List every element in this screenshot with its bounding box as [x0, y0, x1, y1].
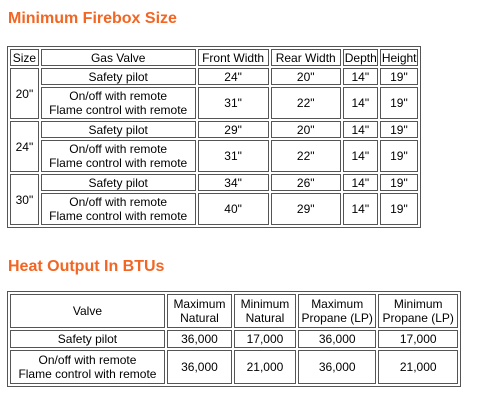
column-header-max-propane [298, 294, 376, 328]
rear-width-cell: 26" [271, 174, 341, 191]
header-line: Propane (LP) [301, 311, 373, 325]
column-header-front-width: Front Width [198, 49, 269, 66]
depth-cell: 14" [343, 87, 378, 119]
valve-line: Flame control with remote [49, 103, 188, 117]
valve-cell [10, 350, 165, 384]
gas-valve-cell: Safety pilot [41, 174, 196, 191]
height-cell: 19" [380, 140, 418, 172]
column-header-height: Height [381, 50, 417, 65]
column-header-gas-valve: Gas Valve [41, 49, 196, 66]
rear-width-cell: 29" [271, 193, 341, 225]
height-cell: 19" [380, 193, 418, 225]
height-cell: 19" [380, 87, 418, 119]
front-width-cell: 31" [198, 140, 269, 172]
valve-line: On/off with remote [38, 353, 137, 367]
valve-line: On/off with remote [69, 195, 168, 209]
valve-line: On/off with remote [69, 89, 168, 103]
front-width-cell: 24" [198, 68, 269, 85]
front-width-cell: 34" [198, 174, 269, 191]
rear-width-cell: 22" [271, 87, 341, 119]
column-header-min-natural [234, 294, 296, 328]
header-line: Propane (LP) [382, 311, 454, 325]
firebox-size-table [7, 46, 421, 228]
table-row [10, 87, 418, 119]
column-header-valve [10, 294, 165, 328]
header-line: Maximum [311, 297, 364, 311]
column-header-max-natural [167, 294, 232, 328]
rear-width-cell: 22" [271, 140, 341, 172]
valve-cell: Safety pilot [10, 330, 165, 348]
table-row [10, 350, 458, 384]
column-header-rear-width: Rear Width [271, 49, 341, 66]
btu-heading: Heat Output In BTUs [8, 258, 165, 275]
gas-valve-cell: Safety pilot [41, 121, 196, 138]
depth-cell: 14" [343, 121, 378, 138]
table-row [10, 140, 418, 172]
column-header-min-propane [378, 294, 458, 328]
rear-width-cell: 20" [271, 68, 341, 85]
height-cell: 19" [380, 68, 418, 85]
valve-line: Flame control with remote [18, 367, 157, 381]
max-natural-cell: 36,000 [167, 350, 232, 384]
column-header-size: Size [10, 49, 39, 66]
table-row [10, 121, 418, 138]
header-line: Natural [180, 311, 219, 325]
front-width-cell: 31" [198, 87, 269, 119]
table-row [10, 330, 458, 348]
gas-valve-cell [41, 87, 196, 119]
header-line: Valve [72, 304, 103, 318]
depth-cell: 14" [343, 174, 378, 191]
header-line: Maximum [173, 297, 226, 311]
table-header-row [10, 49, 418, 66]
depth-cell: 14" [343, 140, 378, 172]
max-natural-cell: 36,000 [167, 330, 232, 348]
min-propane-cell: 21,000 [378, 350, 458, 384]
size-cell: 20" [10, 68, 39, 119]
header-line: Natural [245, 311, 285, 325]
min-natural-cell: 17,000 [234, 330, 296, 348]
table-header-row [10, 294, 458, 328]
gas-valve-cell: Safety pilot [41, 68, 196, 85]
min-natural-cell: 21,000 [234, 350, 296, 384]
table-row [10, 68, 418, 85]
valve-line: On/off with remote [69, 142, 168, 156]
size-cell: 24" [10, 121, 39, 172]
column-header-depth: Depth [344, 50, 377, 65]
height-cell: 19" [380, 121, 418, 138]
table-row [10, 174, 418, 191]
valve-line: Flame control with remote [49, 156, 188, 170]
max-propane-cell: 36,000 [298, 330, 376, 348]
min-propane-cell: 17,000 [378, 330, 458, 348]
table-row [10, 193, 418, 225]
max-propane-cell: 36,000 [298, 350, 376, 384]
firebox-heading: Minimum Firebox Size [8, 10, 177, 27]
heat-output-table [7, 291, 461, 387]
size-cell: 30" [10, 174, 39, 225]
header-line: Minimum [240, 297, 290, 311]
gas-valve-cell [41, 140, 196, 172]
height-cell: 19" [380, 174, 418, 191]
header-line: Minimum [393, 297, 443, 311]
front-width-cell: 29" [198, 121, 269, 138]
gas-valve-cell [41, 193, 196, 225]
rear-width-cell: 20" [271, 121, 341, 138]
depth-cell: 14" [343, 68, 378, 85]
depth-cell: 14" [343, 193, 378, 225]
front-width-cell: 40" [198, 193, 269, 225]
valve-line: Flame control with remote [49, 209, 188, 223]
